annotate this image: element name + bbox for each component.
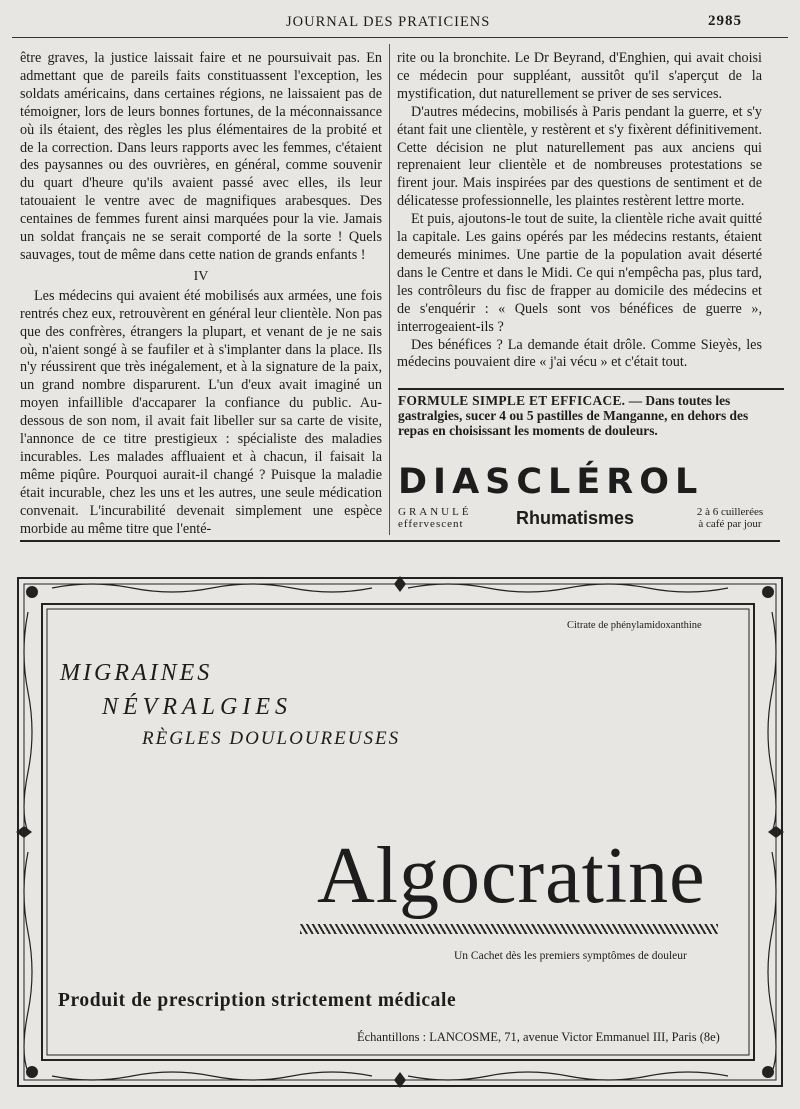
journal-title: JOURNAL DES PRATICIENS xyxy=(286,14,491,30)
paragraph: rite ou la bronchite. Le Dr Beyrand, d'Enghien, qui avait choisi ce médecin pour suppléant, aussitôt qu'il s'aperçut de la mystification, dut naturellement se priver de ses services. xyxy=(397,50,762,102)
hatch-bar xyxy=(300,924,718,934)
form-line1: GRANULÉ xyxy=(398,506,472,518)
brand-name: DIASCLÉROL xyxy=(398,462,704,502)
formula-lead: FORMULE SIMPLE ET EFFICACE. xyxy=(398,393,626,408)
dosage xyxy=(680,506,780,530)
indication-migraines: MIGRAINES xyxy=(60,660,213,686)
left-column xyxy=(20,50,382,538)
compound-name: Citrate de phénylamidoxanthine xyxy=(567,620,702,631)
page-number: 2985 xyxy=(708,13,742,29)
indication-nevralgies: NÉVRALGIES xyxy=(102,694,292,720)
section-rule xyxy=(20,540,780,542)
formula-notice xyxy=(398,393,778,438)
dose-line2: à café par jour xyxy=(698,518,762,530)
indication-regles: RÈGLES DOULOUREUSES xyxy=(142,728,401,749)
paragraph: Des bénéfices ? La demande était drôle. Comme Sieyès, les médecins pouvaient dire « j'ai vécu » et c'était tout. xyxy=(397,336,762,371)
formula-text: — Dans toutes les gastralgies, sucer 4 ou 5 pastilles de Manganne, en dehors des repas en choisissant les moments de douleurs. xyxy=(398,393,749,438)
paragraph: D'autres médecins, mobilisés à Paris pendant la guerre, et s'y étant fait une clientèle, y restèrent et s'y fixèrent définitivement. Cette décision ne plut naturellement pas aux anciens qui reprenaient leur clientèle et de nombreuses protestations se firent jour. Mais inspirées par des questions de sentiment et de délicatesse professionnelle, les plaintes restèrent lettre morte. xyxy=(397,103,762,210)
header-rule xyxy=(12,37,788,38)
right-column xyxy=(397,50,762,372)
indication: Rhumatismes xyxy=(516,508,635,528)
algocratine-logo: Algocratine xyxy=(317,832,706,920)
paragraph: Les médecins qui avaient été mobilisés aux armées, une fois rentrés chez eux, retrouvèrent en général leur clientèle. Non pas que des confrères, étrangers la plupart, et venant de je ne sais où, n'aient songé à se faufiler et à s'implanter dans la place. Ils n'y réussirent que très inégalement, et à la signature de la paix, un grand nombre disparurent. L'un d'eux avait imaginé un moyen infaillible d'accaparer la confiance du public. Au-dessous de son nom, il avait fait libeller sur sa carte de visite, l'annonce de ce titre prestigieux : spécialiste des maladies incurables. Les malades affluaient et à chacun, il faisait la même piqûre. Pourquoi aurait-il changé ? Puisque la maladie était incurable, chez les uns et les autres, une seule médication convenait. L'incurabilité devenait simplement une espèce morbide au même titre que l'enté- xyxy=(20,287,382,537)
ad-divider xyxy=(398,388,784,390)
section-number: IV xyxy=(193,268,209,284)
paragraph: être graves, la justice laissait faire et ne poursuivait pas. En admettant que de pareils faits constituassent l'exception, les soldats américains, dans certaines régions, ne laissaient pas de témoigner, lors de leurs bonnes fortunes, de la méconnaissance où ils étaient, des règles les plus élémentaires de la probité et de la correction. Dans leurs rapports avec les femmes, c'étaient des paysannes ou des ouvrières, en général, comme souvenir du quart d'heure qu'ils avaient passé avec elles, ils leur tatouaient le ventre avec de magnifiques arabesques. Des centaines de femmes furent ainsi marquées pour la vie. Jamais un soldat français ne se serait comporté de la sorte ! Quels sauvages, tout de même dans cette nation de grands enfants ! xyxy=(20,50,382,263)
samples-address: Échantillons : LANCOSME, 71, avenue Victor Emmanuel III, Paris (8e) xyxy=(357,1030,720,1044)
page-header xyxy=(0,14,800,36)
dose-line1: 2 à 6 cuillerées xyxy=(696,506,764,518)
form-line2: effervescent xyxy=(398,518,464,530)
diasclerol-ad xyxy=(398,462,783,530)
cachet-text: Un Cachet dès les premiers symptômes de douleur xyxy=(454,950,687,962)
prescription-note: Produit de prescription strictement médicale xyxy=(58,990,457,1011)
algocratine-ad xyxy=(12,572,788,1092)
column-divider xyxy=(389,44,390,535)
paragraph: Et puis, ajoutons-le tout de suite, la clientèle riche avait quitté la capitale. Les gains opérés par les médecins restants, étaient demeurés minimes. Une partie de la population avait déserté dans le Centre et dans le Midi. Ce qui n'empêcha pas, plus tard, les contrôleurs du fisc de frapper au domicile des médecins et de s'enquérir : « Quels sont vos bénéfices de guerre », interrogeaient-ils ? xyxy=(397,211,762,335)
